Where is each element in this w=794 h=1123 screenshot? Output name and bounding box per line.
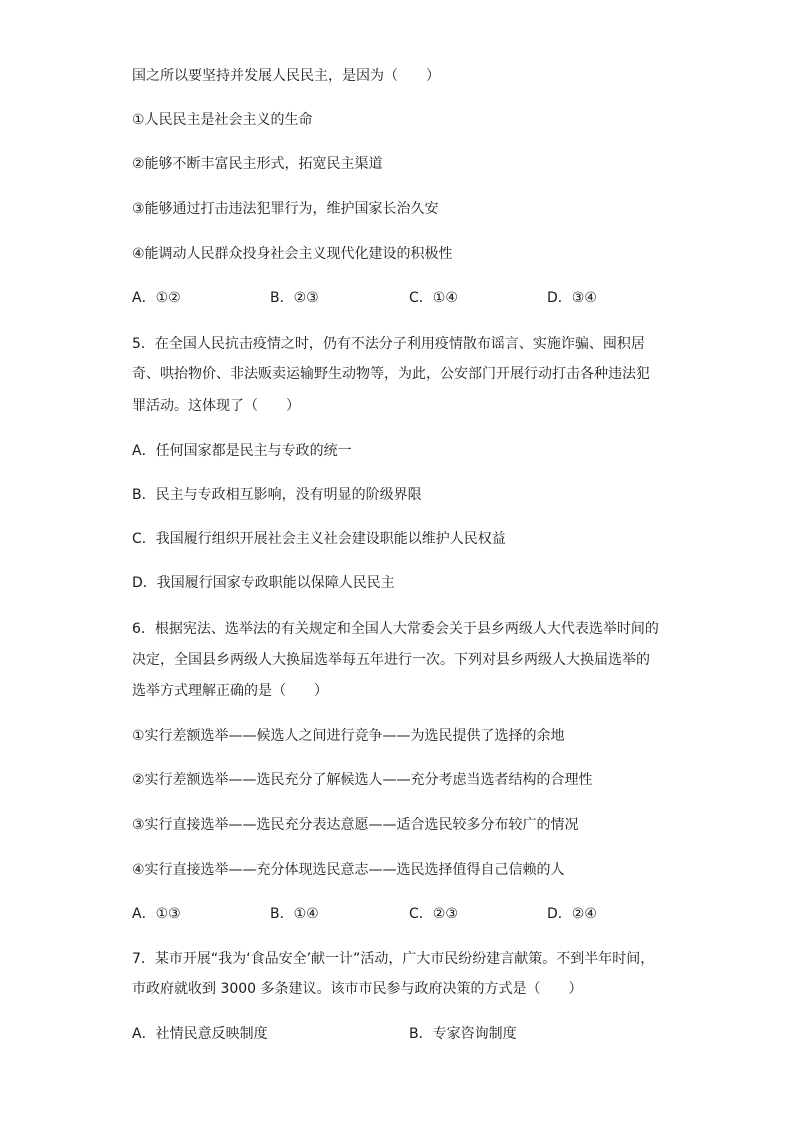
q6-option-d: D．②④ — [547, 906, 597, 922]
q4-item-2: ②能够不断丰富民主形式，拓宽民主渠道 — [132, 156, 383, 172]
q5-option-b: B．民主与专政相互影响，没有明显的阶级界限 — [132, 487, 422, 503]
q4-item-1: ①人民民主是社会主义的生命 — [132, 112, 313, 128]
q7-stem-line-1: 7．某市开展“我为‘食品安全’献一计”活动，广大市民纷纷建言献策。不到半年时间， — [132, 951, 655, 967]
q6-stem-line-3: 选举方式理解正确的是（ ） — [132, 683, 328, 699]
q7-option-b: B．专家咨询制度 — [409, 1026, 517, 1042]
q4-option-d: D．③④ — [547, 290, 597, 306]
q4-stem-tail: 国之所以要坚持并发展人民民主，是因为（ ） — [132, 68, 440, 84]
q6-item-1: ①实行差额选举——候选人之间进行竞争——为选民提供了选择的余地 — [132, 728, 565, 744]
q5-stem-line-1: 5．在全国人民抗击疫情之时，仍有不法分子利用疫情散布谣言、实施诈骗、囤积居 — [132, 336, 645, 352]
q6-stem-line-2: 决定，全国县乡两级人大换届选举每五年进行一次。下列对县乡两级人大换届选举的 — [132, 652, 650, 668]
q5-option-a: A．任何国家都是民主与专政的统一 — [132, 443, 352, 459]
q5-stem-line-3: 罪活动。这体现了（ ） — [132, 398, 300, 414]
q7-stem-line-2: 市政府就收到 3000 多条建议。该市市民参与政府决策的方式是（ ） — [132, 981, 583, 997]
q4-option-c: C．①④ — [409, 290, 458, 306]
q6-option-a: A．①③ — [132, 906, 181, 922]
q6-item-3: ③实行直接选举——选民充分表达意愿——适合选民较多分布较广的情况 — [132, 817, 579, 833]
q6-option-c: C．②③ — [409, 906, 458, 922]
q5-option-c: C．我国履行组织开展社会主义社会建设职能以维护人民权益 — [132, 531, 506, 547]
q4-option-a: A．①② — [132, 290, 181, 306]
q5-stem-line-2: 奇、哄抬物价、非法贩卖运输野生动物等，为此，公安部门开展行动打击各种违法犯 — [132, 366, 650, 382]
q6-option-b: B．①④ — [270, 906, 319, 922]
q4-item-4: ④能调动人民群众投身社会主义现代化建设的积极性 — [132, 246, 453, 262]
q5-option-d: D．我国履行国家专政职能以保障人民民主 — [132, 575, 395, 591]
q6-item-2: ②实行差额选举——选民充分了解候选人——充分考虑当选者结构的合理性 — [132, 772, 593, 788]
q4-option-b: B．②③ — [270, 290, 319, 306]
q6-stem-line-1: 6．根据宪法、选举法的有关规定和全国人大常委会关于县乡两级人大代表选举时间的 — [132, 621, 659, 637]
q6-item-4: ④实行直接选举——充分体现选民意志——选民选择值得自己信赖的人 — [132, 862, 565, 878]
q4-item-3: ③能够通过打击违法犯罪行为，维护国家长治久安 — [132, 201, 439, 217]
q7-option-a: A．社情民意反映制度 — [132, 1026, 268, 1042]
